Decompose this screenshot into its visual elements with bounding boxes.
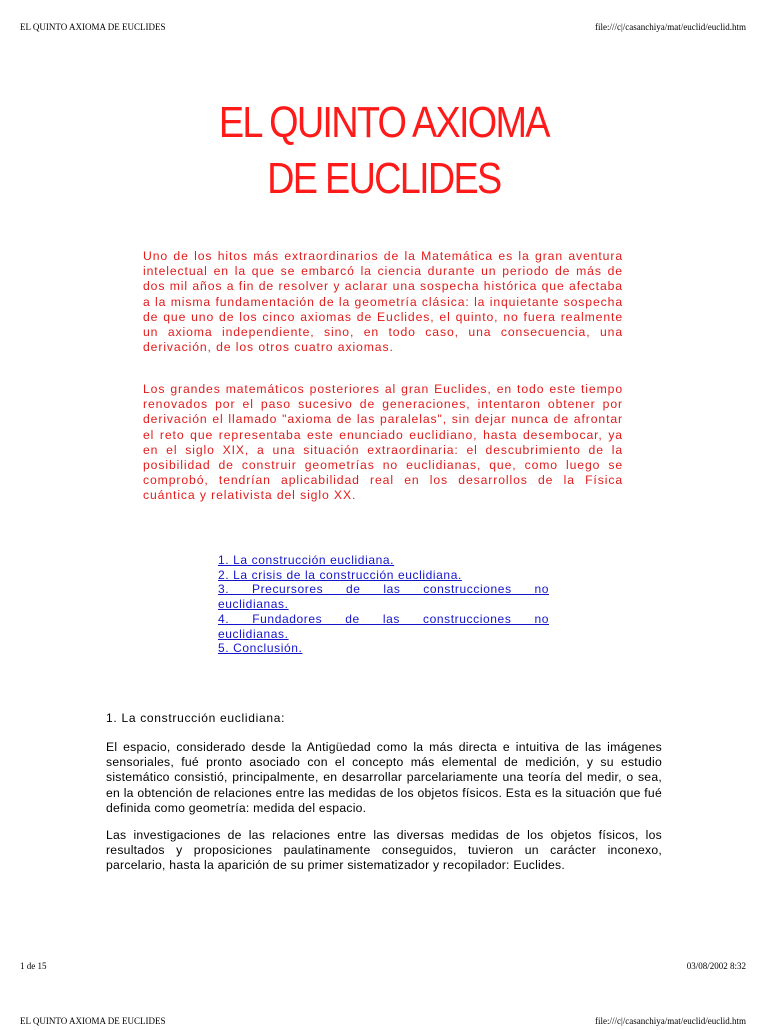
toc-item-1[interactable] [218,553,549,568]
toc-item-3[interactable] [218,582,549,597]
intro-paragraph-1: Uno de los hitos más extraordinarios de la Matemática es la gran aventura intelectual en la que se embarcó la ciencia durante un periodo de más de dos mil años a fin de resolver y aclarar una sospecha histórica que afectaba a la misma fundamentación de la geometría clásica: la inquietante sospecha de que uno de los cinco axiomas de Euclides, el quinto, no fuera realmente un axioma independiente, sino, en todo caso, una consecuencia, una derivación, de los otros cuatro axiomas. [143,249,623,355]
toc-link-3[interactable]: 3. Precursores de las construcciones no [218,582,549,597]
section-1-paragraph-2: Las investigaciones de las relaciones entre las diversas medidas de los objetos físicos, los resultados y proposiciones paulatinamente conseguidos, tuvieron un carácter inconexo, parcelario, hasta la aparición de su primer sistematizador y recopilador: Euclides. [106,828,662,873]
header-url: file:///c|/casanchiya/mat/euclid/euclid.htm [595,22,746,32]
table-of-contents [218,553,549,656]
print-timestamp: 03/08/2002 8:32 [686,961,746,971]
next-header-url: file:///c|/casanchiya/mat/euclid/euclid.htm [595,1016,746,1026]
section-1-title: 1. La construcción euclidiana: [106,711,286,725]
toc-link-1[interactable]: 1. La construcción euclidiana. [218,553,395,567]
toc-item-4[interactable] [218,612,549,627]
toc-link-5[interactable]: 5. Conclusión. [218,641,303,656]
toc-link-3-cont[interactable]: euclidianas. [218,597,289,612]
toc-link-2[interactable]: 2. La crisis de la construcción euclidiana. [218,567,462,582]
page-title-line-2: DE EUCLIDES [267,154,501,203]
toc-item-5[interactable] [218,641,549,656]
print-footer [0,961,768,975]
print-header [0,22,768,36]
next-header-title: EL QUINTO AXIOMA DE EUCLIDES [20,1016,166,1026]
intro-paragraph-2: Los grandes matemáticos posteriores al gran Euclides, en todo este tiempo renovados por el paso sucesivo de generaciones, intentaron obtener por derivación el llamado "axioma de las paralelas", sin dejar nunca de afrontar el reto que representaba este enunciado euclidiano, hasta desembocar, ya en el siglo XIX, a una situación extraordinaria: el descubrimiento de la posibilidad de construir geometrías no euclidianas, que, como luego se comprobó, tendrían aplicabilidad real en los desarrollos de la Física cuántica y relativista del siglo XX. [143,382,623,503]
toc-item-4-cont[interactable] [218,627,549,642]
toc-link-4[interactable]: 4. Fundadores de las construcciones no [218,611,549,626]
header-title: EL QUINTO AXIOMA DE EUCLIDES [20,22,166,32]
next-page-header [0,1016,768,1030]
page-title [54,95,714,207]
toc-link-4-cont[interactable]: euclidianas. [218,626,289,641]
toc-item-2[interactable] [218,568,549,583]
toc-item-3-cont[interactable] [218,597,549,612]
page-title-line-1: EL QUINTO AXIOMA [218,98,549,147]
page-number: 1 de 15 [20,961,47,971]
section-1-paragraph-1: El espacio, considerado desde la Antigüedad como la más directa e intuitiva de las imágenes sensoriales, fué pronto asociado con el concepto más elemental de medición, y su estudio sistemático consistió, principalmente, en desarrollar parcelariamente una teoría del medir, o sea, en la obtención de relaciones entre las medidas de los objetos físicos. Esta es la situación que fué definida como geometría: medida del espacio. [106,740,662,815]
